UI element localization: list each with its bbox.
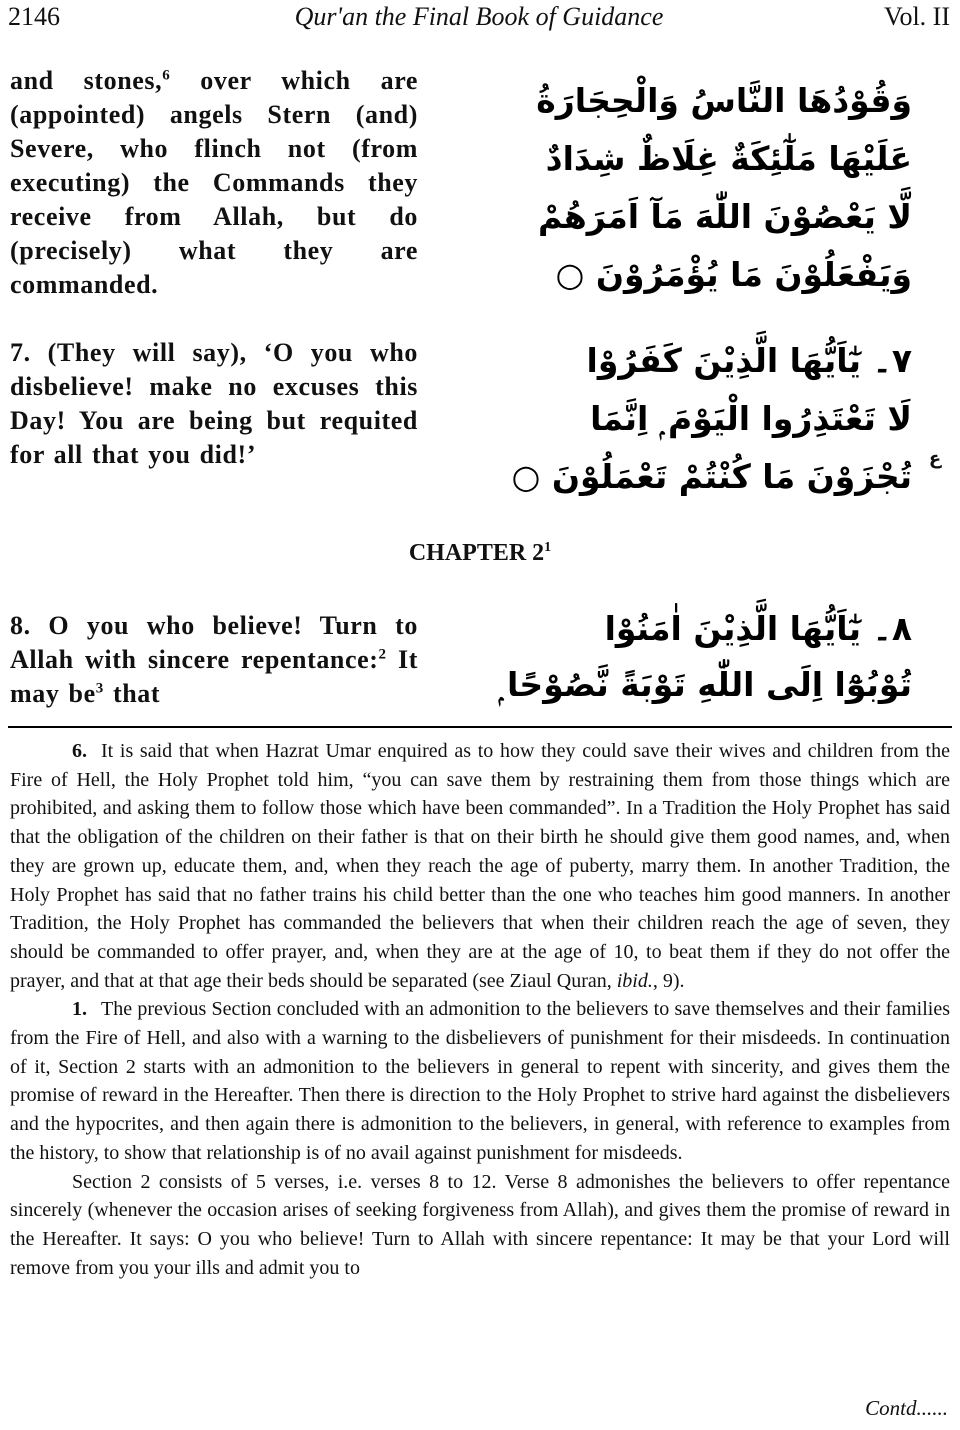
verse-translation-7: 7. (They will say), ‘O you who disbelieve! make no excuses this Day! You are being but requited for all that you did!’ xyxy=(10,338,418,469)
arabic-line: ٧۔ يٰٓاَيُّهَا الَّذِيْنَ كَفَرُوْا xyxy=(586,341,912,380)
page-number: 2146 xyxy=(8,2,60,31)
footnote-divider xyxy=(8,726,952,728)
arabic-verse-6 xyxy=(462,72,912,304)
volume-label: Vol. II xyxy=(884,2,950,31)
footnotes xyxy=(10,737,950,1282)
arabic-line: عَلَيْهَا مَلٰٓئِكَةٌ غِلَاظٌ شِدَادٌ xyxy=(545,139,912,178)
footnote-text: , 9). xyxy=(652,969,685,992)
verse-text: 8. O you who believe! Turn to Allah with sincere repentance: xyxy=(10,611,418,674)
footnote-italic: ibid. xyxy=(616,969,653,992)
arabic-line: وَيَفْعَلُوْنَ مَا يُؤْمَرُوْنَ ○ xyxy=(555,255,912,294)
arabic-line: لَّا يَعْصُوْنَ اللّٰهَ مَآ اَمَرَهُمْ xyxy=(538,197,912,236)
arabic-line: لَا تَعْتَذِرُوا الْيَوْمَ ۭ اِنَّمَا xyxy=(590,399,912,438)
verse-translation-6 xyxy=(10,64,418,302)
running-header xyxy=(8,2,950,36)
arabic-verse-7 xyxy=(462,332,912,506)
arabic-line: وَقُوْدُهَا النَّاسُ وَالْحِجَارَةُ xyxy=(536,81,912,120)
footnote-number: 6. xyxy=(72,740,87,762)
footnote-text: The previous Section concluded with an admonition to the believers to save themselves and their families from the Fire of Hell, and also with a warning to the disbelievers of punishment for their misdeeds. In continuation of it, Section 2 starts with an admonition to the believers in general to repent with sincerity, and gives them the promise of reward in the Hereafter. Then there is direction to the Holy Prophet to strive hard against the disbelievers and the hypocrites, and then again there is admonition to the believers, in general, with reference to examples from the history, to show that relationship is of no avail against punishment for misdeeds. xyxy=(10,998,950,1164)
footnote-number: 1. xyxy=(72,998,87,1021)
chapter-heading xyxy=(0,540,960,567)
verse-text: It may be xyxy=(10,645,418,708)
continued-label: Contd...... xyxy=(865,1396,948,1420)
arabic-line: ٨۔ يٰٓاَيُّهَا الَّذِيْنَ اٰمَنُوْا xyxy=(604,609,912,648)
footnote-6 xyxy=(10,737,950,995)
arabic-verse-8 xyxy=(462,601,912,713)
verse-translation-8 xyxy=(10,609,418,711)
verse-text: and stones, xyxy=(10,66,163,95)
arabic-line: تُوْبُوْٓا اِلَى اللّٰهِ تَوْبَةً نَّصُوْحًا ۭ xyxy=(498,665,912,704)
footnote-marker[interactable]: 2 xyxy=(378,646,387,663)
footnote-marker[interactable]: 1 xyxy=(544,540,552,555)
footnote-1 xyxy=(10,995,950,1167)
footnote-marker[interactable]: 3 xyxy=(95,680,104,697)
book-title: Qur'an the Final Book of Guidance xyxy=(294,2,664,31)
verse-text: over which are (appointed) angels Stern (and) Severe, who flinch not (from executing) the Commands they receive from Allah, but do (precisely) what they are commanded. xyxy=(10,66,419,299)
footnote-text: It is said that when Hazrat Umar enquired as to how they could save their wives and children from the Fire of Hell, the Holy Prophet told him, “you can save them by restraining them from those things which are prohibited, and asking them to follow those which have been commanded”. In a Tradition the Holy Prophet has said that the obligation of the children on their father is that on their birth he should give them good names, and, when they are grown up, educate them, and, when they reach the age of puberty, marry them. In another Tradition, the Holy Prophet has said that no father trains his child better than the one who teaches him good manners. In another Tradition, the Holy Prophet has commanded the believers that when their children reach the age of seven, they should be commanded to offer prayer, and, when they are at the age of 10, to beat them if they do not offer the prayer, and that at that age their beds should be separated (see Ziaul Quran, xyxy=(10,740,950,992)
chapter-label: CHAPTER 2 xyxy=(408,540,545,566)
footnote-1-continued: Section 2 consists of 5 verses, i.e. verses 8 to 12. Verse 8 admonishes the believers to offer repentance sincerely (whenever the occasion arises of seeking forgiveness from Allah), and gives them the promise of reward in the Hereafter. It says: O you who believe! Turn to Allah with sincere repentance: It may be that your Lord will remove from you your ills and admit you to xyxy=(10,1170,950,1279)
verse-text: that xyxy=(103,679,161,708)
arabic-line: تُجْزَوْنَ مَا كُنْتُمْ تَعْمَلُوْنَ ○ xyxy=(511,457,912,496)
ruku-mark-icon: ع xyxy=(928,448,942,469)
footnote-marker[interactable]: 6 xyxy=(162,67,171,84)
